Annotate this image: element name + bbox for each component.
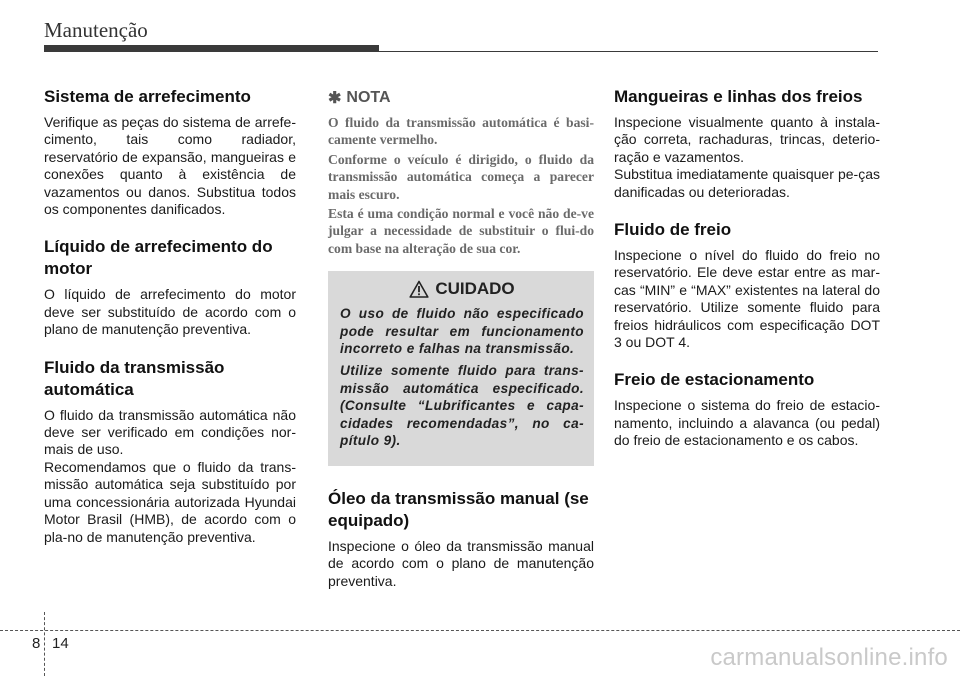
caution-text-1: O uso de fluido não especificado pode resultar em funcionamento incorreto e falhas na transmissão. [340, 306, 584, 357]
asterisk-icon: ✱ [328, 90, 342, 107]
section-heading-automatic-transmission-fluid: Fluido da transmissão automática [44, 357, 225, 399]
section-text-brake-hoses-2: Substitua imediatamente quaisquer pe-ças danificadas ou deterioradas. [614, 166, 880, 200]
section-text-engine-coolant: O líquido de arrefecimento do motor deve ser substituído de acordo com o plano de manutenção preventiva. [44, 286, 296, 338]
footer-chapter-number: 8 [32, 635, 41, 652]
section-text-atf-1: O fluido da transmissão automática não deve ser verificado em condições nor-mais de uso. [44, 406, 296, 458]
section-text-parking-brake: Inspecione o sistema do freio de estacio-namento, incluindo a alavanca (ou pedal) do freio de estacionamento e os cabos. [614, 397, 880, 449]
section-text-cooling-system: Verifique as peças do sistema de arrefe-cimento, tais como radiador, reservatório de expansão, mangueiras e conexões quanto à existência de vazamentos ou danos. Substitua todos os componentes danificados. [44, 114, 296, 218]
note-title-text: NOTA [346, 89, 391, 106]
section-text-atf-2: Recomendamos que o fluido da trans-missão automática seja substituído por uma concessionária autorizada Hyundai Motor Brasil (HMB), de acordo com o pla-no de manutenção preventiva. [44, 458, 296, 545]
caution-title-text: CUIDADO [435, 279, 515, 299]
header-rule-thin [379, 51, 878, 52]
section-heading-cooling-system: Sistema de arrefecimento [44, 87, 251, 106]
section-text-brake-fluid: Inspecione o nível do fluido do freio no reservatório. Ele deve estar entre as mar-cas “MIN” e “MAX” existentes na lateral do reservatório. Utilize somente fluido para freios hidráulicos com especificação DOT 3 ou DOT 4. [614, 247, 880, 351]
note-text-3: Esta é uma condição normal e você não de-ve julgar a necessidade de substituir o flui-do com base na alteração de sua cor. [328, 206, 594, 256]
column-middle [328, 86, 594, 590]
section-heading-engine-coolant: Líquido de arrefecimento do motor [44, 237, 273, 279]
column-left [44, 86, 296, 546]
caution-box [328, 271, 594, 466]
footer-dashed-rule [0, 630, 960, 631]
watermark: carmanualsonline.info [710, 644, 948, 671]
section-heading-brake-fluid: Fluido de freio [614, 220, 732, 240]
section-heading-brake-hoses: Mangueiras e linhas dos freios [614, 87, 863, 106]
caution-title [340, 279, 584, 299]
footer-page-number: 14 [52, 635, 69, 652]
caution-text-2: Utilize somente fluido para trans-missão automática especificado. (Consulte “Lubrificantes e capa-cidades recomendadas”, no ca-pítulo 9). [340, 363, 584, 449]
warning-triangle-icon [409, 280, 429, 298]
page-header-title: Manutenção [44, 18, 148, 42]
note-title [328, 88, 594, 108]
column-right [614, 86, 880, 450]
note-text-2: Conforme o veículo é dirigido, o fluido da transmissão automática começa a parecer mais escuro. [328, 151, 594, 202]
section-text-brake-hoses-1: Inspecione visualmente quanto à instala-ção correta, rachaduras, trincas, deterio-ração e vazamentos. [614, 114, 880, 165]
note-box [328, 88, 594, 257]
section-heading-manual-transmission-oil: Óleo da transmissão manual (se equipado) [328, 489, 589, 530]
header-rule-thick [44, 45, 379, 52]
note-text-1: O fluido da transmissão automática é basi-camente vermelho. [328, 115, 594, 148]
section-text-manual-transmission-oil: Inspecione o óleo da transmissão manual de acordo com o plano de manutenção preventiva. [328, 538, 594, 589]
section-heading-parking-brake: Freio de estacionamento [614, 370, 815, 390]
footer-dashed-divider [44, 612, 45, 676]
